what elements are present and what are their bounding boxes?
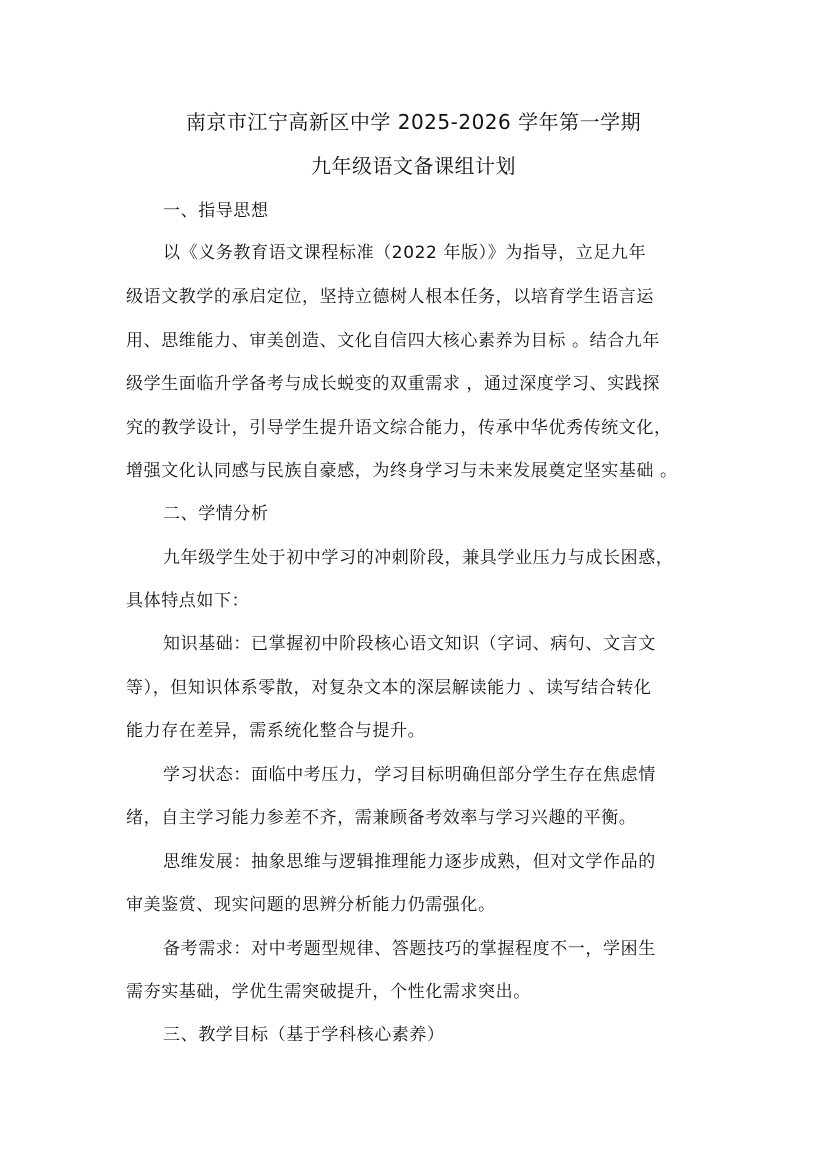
- paragraph-line: 级学生面临升学备考与成长蜕变的双重需求 ，通过深度学习、实践探: [126, 374, 661, 394]
- paragraph-line: 九年级学生处于初中学习的冲刺阶段，兼具学业压力与成长困惑，: [163, 548, 674, 568]
- paragraph-line: 究的教学设计，引导学生提升语文综合能力，传承中华优秀传统文化，: [126, 418, 672, 438]
- paragraph-line: 用、思维能力、审美创造、文化自信四大核心素养为目标 。结合九年: [126, 331, 661, 351]
- document-title: 南京市江宁高新区中学 2025-2026 学年第一学期: [185, 110, 642, 134]
- paragraph-line: 以《义务教育语文课程标准（2022 年版）》为指导，立足九年: [163, 243, 647, 263]
- paragraph-line: 绪，自主学习能力参差不齐，需兼顾备考效率与学习兴趣的平衡。: [126, 808, 637, 828]
- paragraph-line: 备考需求：对中考题型规律、答题技巧的掌握程度不一，学困生: [163, 939, 656, 959]
- paragraph-line: 具体特点如下：: [126, 591, 250, 611]
- paragraph-line: 等），但知识体系零散，对复杂文本的深层解读能力 、读写结合转化: [126, 678, 652, 698]
- section-heading-teaching-goals: 三、教学目标（基于学科核心素养）: [163, 1025, 445, 1045]
- section-heading-guiding-ideology: 一、指导思想: [163, 201, 269, 221]
- paragraph-line: 能力存在差异，需系统化整合与提升。: [126, 721, 426, 741]
- section-heading-student-analysis: 二、学情分析: [163, 504, 269, 524]
- paragraph-line: 知识基础：已掌握初中阶段核心语文知识（字词、病句、文言文: [163, 634, 656, 654]
- paragraph-line: 审美鉴赏、现实问题的思辨分析能力仍需强化。: [126, 895, 496, 915]
- document-subtitle: 九年级语文备课组计划: [311, 154, 516, 178]
- paragraph-line: 学习状态：面临中考压力，学习目标明确但部分学生存在焦虑情: [163, 765, 656, 785]
- paragraph-line: 需夯实基础，学优生需突破提升，个性化需求突出。: [126, 982, 531, 1002]
- paragraph-line: 增强文化认同感与民族自豪感，为终身学习与未来发展奠定坚实基础 。: [126, 461, 678, 481]
- paragraph-line: 级语文教学的承启定位，坚持立德树人根本任务，以培育学生语言运: [126, 287, 654, 307]
- paragraph-line: 思维发展：抽象思维与逻辑推理能力逐步成熟，但对文学作品的: [163, 852, 656, 872]
